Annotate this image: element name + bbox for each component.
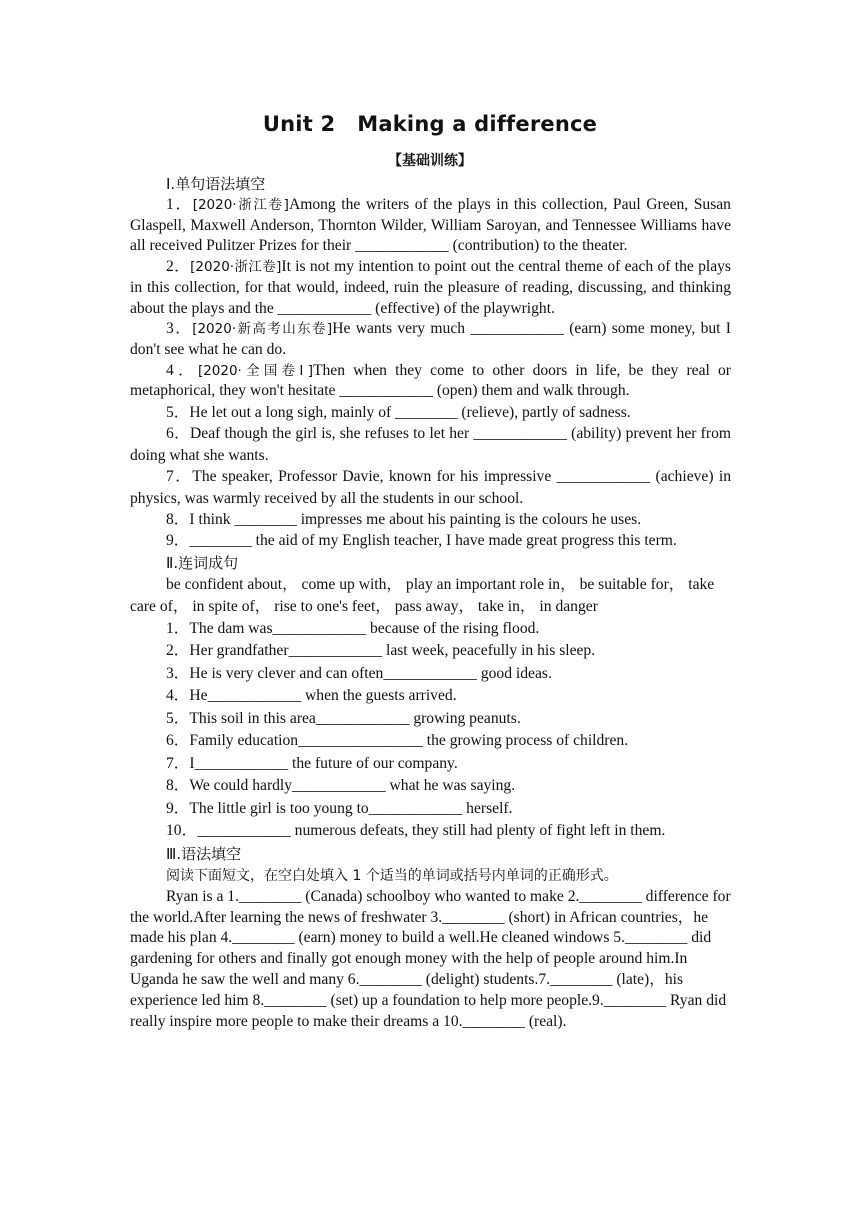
unit-label: Unit 2: [262, 112, 336, 136]
question-text: I think ________ impresses me about his painting is the colours he uses.: [189, 511, 642, 529]
question-text: Among the writers of the plays in this collection, Paul Green, Susan Glaspell, Maxwell Anderson, Thornton Wilder, William Saroyan, and Tennessee Williams have all received Pulitzer Prizes for their ____________ (contribution) to the theater.: [130, 196, 731, 255]
question-number: 6．: [166, 425, 191, 443]
question-text: He let out a long sigh, mainly of ________ (relieve), partly of sadness.: [189, 404, 631, 422]
question-source: [2020·新高考山东卷]: [192, 321, 333, 338]
question-source: [2020·全国卷Ⅰ]: [197, 362, 313, 379]
question-text: He wants very much ____________ (earn) some money, but I don't see what he can do.: [130, 320, 731, 358]
question-8: [130, 509, 731, 530]
question-9: [130, 530, 731, 551]
question-text: It is not my intention to point out the central theme of each of the plays in this collection, for that would, indeed, ruin the pleasure of reading, discussing, and thinking about the plays and the ____________ (effective) of the playwright.: [130, 258, 731, 317]
section-3-instruction: 阅读下面短文，在空白处填入 1 个适当的单词或括号内单词的正确形式。: [166, 867, 618, 884]
question-3: [130, 319, 731, 360]
question-1: [130, 195, 731, 257]
sentence-item-9: 9．The little girl is too young to____________ herself.: [166, 799, 513, 817]
question-number: 2．: [166, 258, 191, 276]
unit-name: Making a difference: [357, 112, 598, 136]
sentence-item-6: 6．Family education________________ the growing process of children.: [166, 732, 629, 750]
question-number: 1．: [166, 196, 193, 213]
question-number: 7．: [166, 468, 193, 486]
sentence-item-8: 8．We could hardly____________ what he was saying.: [166, 777, 516, 795]
section-subtitle: 【基础训练】: [388, 153, 472, 169]
question-source: [2020·浙江卷]: [190, 259, 282, 276]
phrase-bank: be confident about， come up with， play an important role in， be suitable for， take care of， in spite of， rise to one's feet， pass away， take in， in danger: [130, 575, 715, 615]
question-text: ________ the aid of my English teacher, I have made great progress this term.: [189, 532, 677, 550]
sentence-item-3: 3．He is very clever and can often____________ good ideas.: [166, 664, 552, 682]
section-3-heading: Ⅲ.语法填空: [166, 844, 242, 863]
section-2-heading: Ⅱ.连词成句: [166, 553, 239, 572]
sentence-item-5: 5．This soil in this area____________ growing peanuts.: [166, 709, 521, 727]
question-7: [130, 466, 731, 509]
question-text: The speaker, Professor Davie, known for his impressive ____________ (achieve) in physics, was warmly received by all the students in our school.: [130, 468, 731, 507]
question-text: Deaf though the girl is, she refuses to let her ____________ (ability) prevent her from doing what she wants.: [130, 425, 731, 464]
document-body: [130, 173, 731, 1032]
sentence-item-2: 2．Her grandfather____________ last week, peacefully in his sleep.: [166, 642, 596, 660]
sentence-item-10: 10．____________ numerous defeats, they still had plenty of fight left in them.: [166, 822, 666, 840]
question-5: [130, 402, 731, 423]
sentence-item-7: 7．I____________ the future of our company.: [166, 754, 458, 772]
cloze-passage: Ryan is a 1.________ (Canada) schoolboy who wanted to make 2.________ difference for the world.After learning the news of freshwater 3.________ (short) in African countries，he made his plan 4.________ (earn) money to build a well.He cleaned windows 5.________ did gardening for others and finally got enough money with the help of people around him.In Uganda he saw the well and many 6.________ (delight) students.7.________ (late)，his experience led him 8.________ (set) up a foundation to help more people.9.________ Ryan did really inspire more people to make their dreams a 10.________ (real).: [130, 887, 731, 1030]
question-number: 9．: [166, 532, 190, 550]
question-text: Then when they come to other doors in life, be they real or metaphorical, they won't hesitate ____________ (open) them and walk through.: [130, 361, 731, 400]
section-1-heading: Ⅰ.单句语法填空: [166, 175, 266, 193]
sentence-item-4: 4．He____________ when the guests arrived.: [166, 687, 457, 705]
question-number: 8．: [166, 511, 190, 529]
question-number: 4．: [166, 361, 198, 379]
question-6: [130, 423, 731, 466]
question-number: 5．: [166, 404, 190, 422]
question-source: [2020·浙江卷]: [192, 197, 289, 213]
page-title: [0, 112, 860, 136]
question-number: 3．: [166, 320, 193, 338]
question-2: [130, 257, 731, 319]
question-4: [130, 361, 731, 402]
sentence-item-1: 1．The dam was____________ because of the rising flood.: [166, 619, 540, 637]
